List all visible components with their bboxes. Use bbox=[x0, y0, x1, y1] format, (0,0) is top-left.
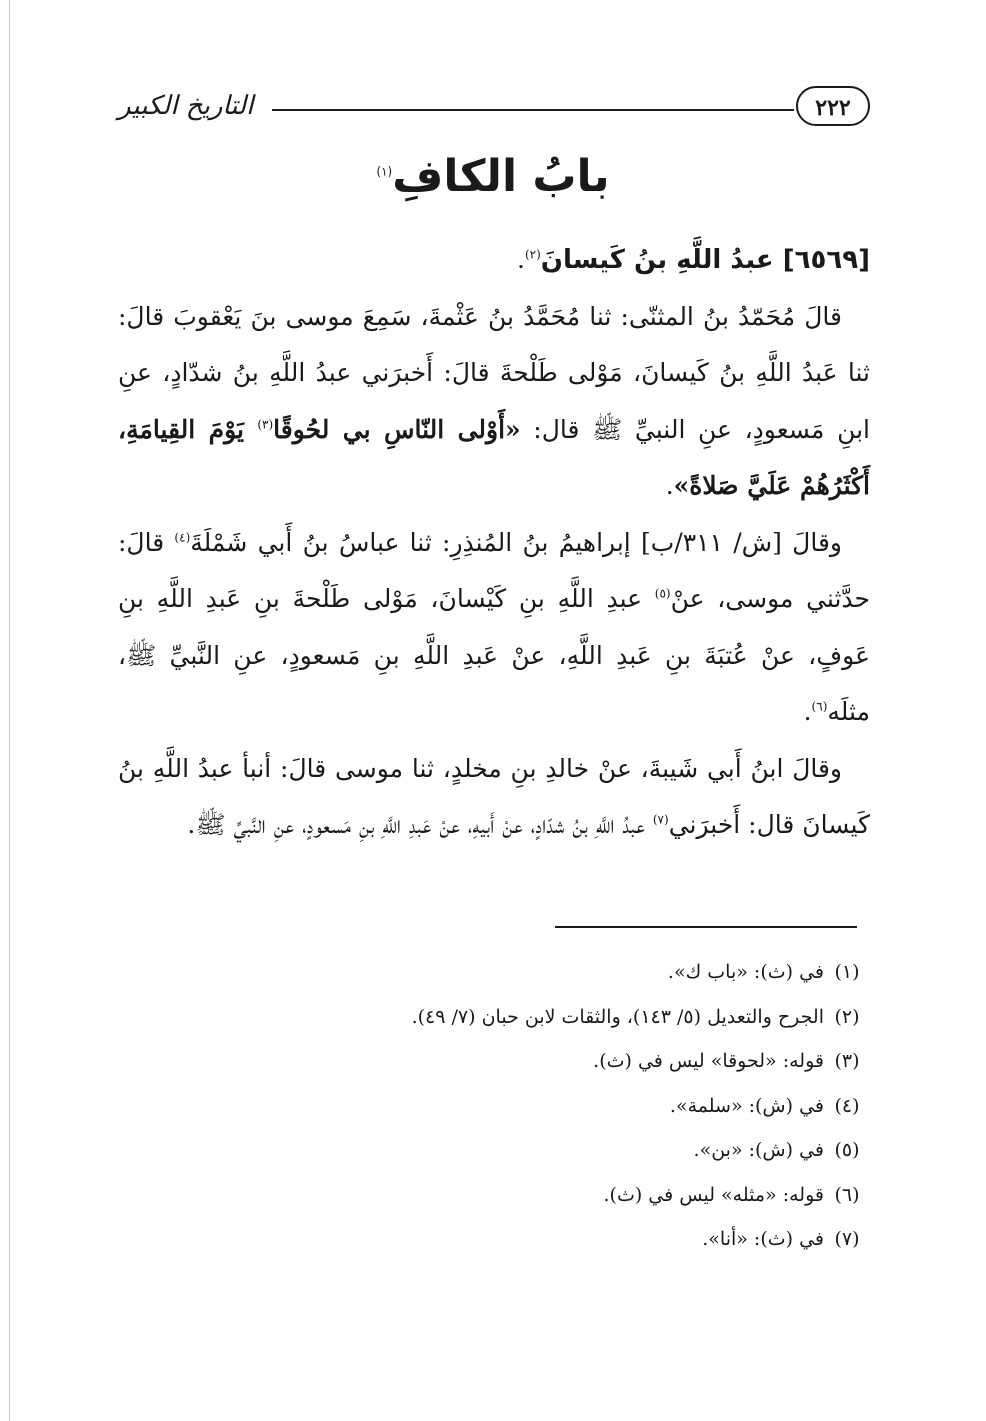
footnote-text: الجرح والتعديل (٥/ ١٤٣)، والثقات لابن حبان (٧/ ٤٩). bbox=[411, 1005, 824, 1028]
footnote-text: في (ش): «بن». bbox=[693, 1139, 824, 1161]
header-book-title: التاريخ الكبير bbox=[118, 91, 254, 121]
header-rule bbox=[272, 109, 794, 111]
footnote-number: (٣) bbox=[834, 1050, 860, 1072]
paragraph-2-end: . bbox=[803, 697, 812, 726]
hadith-quote-open: «أَوْلى النّاسِ بي لحُوقًا bbox=[273, 414, 521, 444]
paragraph-2-note-2: (٥) bbox=[654, 586, 671, 601]
footnote-1 bbox=[118, 950, 870, 995]
paragraph-3-part-2: عبدُ اللَّهِ بنُ شدّادٍ، عنْ أَبيهِ، عنْ عَبدِ اللَّهِ بنِ مَسعودٍ، عنِ النَّبيِّ ﷺ. bbox=[187, 810, 653, 839]
footnote-number: (٦) bbox=[834, 1183, 860, 1206]
chapter-title bbox=[0, 142, 986, 212]
footnote-5 bbox=[118, 1128, 870, 1173]
entry-heading bbox=[118, 232, 870, 289]
paragraph-3-part-1: وقالَ ابنُ أَبي شَيبةَ، عنْ خالدِ بنِ مخلدٍ، ثنا موسى قالَ: أنبأ عبدُ اللَّهِ بنُ كَيسانَ قال: أَخبرَني bbox=[118, 753, 870, 839]
footnote-separator bbox=[555, 926, 857, 928]
footnote-2 bbox=[118, 995, 870, 1040]
hadith-quote-note: (٣) bbox=[257, 417, 274, 432]
paragraph-2-note-3: (٦) bbox=[811, 699, 828, 714]
footnote-number: (٤) bbox=[834, 1094, 860, 1117]
footnote-text: في (ث): «أنا». bbox=[702, 1228, 824, 1250]
footnote-text: قوله: «لحوقا» ليس في (ث). bbox=[593, 1050, 824, 1072]
footnote-text: في (ث): «باب ك». bbox=[667, 961, 824, 983]
chapter-title-text: بابُ الكافِ bbox=[392, 151, 610, 202]
entry-heading-text: [٦٥٦٩] عبدُ اللَّهِ بنُ كَيسانَ bbox=[540, 245, 870, 275]
footnotes bbox=[118, 950, 870, 1262]
paragraph-1-text: قالَ مُحَمّدُ بنُ المثنّى: ثنا مُحَمَّدُ بنُ عَثْمةَ، سَمِعَ موسى بنَ يَعْقوبَ قالَ: ثنا عَبدُ اللَّهِ بنُ كَيسانَ، مَوْلى طَلْحةَ قالَ: أَخبرَني عبدُ اللَّهِ بنُ شدّادٍ، عنِ ابنِ مَسعودٍ، عنِ النبيِّ ﷺ قال: bbox=[118, 301, 871, 444]
footnote-6 bbox=[118, 1173, 870, 1218]
main-text bbox=[118, 232, 870, 854]
paragraph-3-note-1: (٧) bbox=[652, 812, 669, 827]
paragraph-2-part-3: عبدِ اللَّهِ بنِ كَيْسانَ، مَوْلى طَلْحةَ بنِ عَبدِ اللَّهِ بنِ عَوفٍ، عنْ عُتبَةَ بنِ عَبدِ اللَّهِ، عنْ عَبدِ اللَّهِ بنِ مَسعودٍ، عنِ النَّبيِّ ﷺ، مثلَه bbox=[118, 584, 870, 726]
entry-heading-end: . bbox=[517, 245, 525, 274]
paragraph-2-part-1: وقالَ [ش/ ٣١١/ب] إبراهيمُ بنُ المُنذِرِ: ثنا عباسُ بنُ أَبي شَمْلَةَ bbox=[190, 527, 842, 557]
footnote-number: (٢) bbox=[834, 1005, 860, 1028]
hadith-quote-close: يَوْمَ القِيامَةِ، أَكْثَرُهُمْ عَلَيَّ صَلاةً» bbox=[118, 414, 870, 500]
paragraph-1-end: . bbox=[665, 471, 674, 500]
entry-heading-note: (٢) bbox=[524, 247, 541, 262]
running-header bbox=[0, 86, 986, 130]
paragraph-3 bbox=[118, 741, 870, 854]
paragraph-2-part-2: قالَ: حدَّثني موسى، عنْ bbox=[118, 527, 870, 613]
footnote-number: (٧) bbox=[834, 1228, 860, 1250]
footnote-number: (٥) bbox=[834, 1139, 860, 1161]
scan-edge-line bbox=[9, 0, 10, 1421]
footnote-text: في (ش): «سلمة». bbox=[669, 1094, 824, 1117]
footnote-7 bbox=[118, 1217, 870, 1262]
paragraph-2-note-1: (٤) bbox=[174, 530, 191, 545]
paragraph-1 bbox=[118, 289, 870, 515]
footnote-text: قوله: «مثله» ليس في (ث). bbox=[603, 1183, 824, 1206]
footnote-4 bbox=[118, 1084, 870, 1129]
footnote-number: (١) bbox=[834, 961, 860, 983]
paragraph-2 bbox=[118, 515, 870, 741]
chapter-title-note: (١) bbox=[376, 164, 393, 179]
footnote-3 bbox=[118, 1039, 870, 1084]
page-number: ٢٢٢ bbox=[796, 86, 870, 126]
